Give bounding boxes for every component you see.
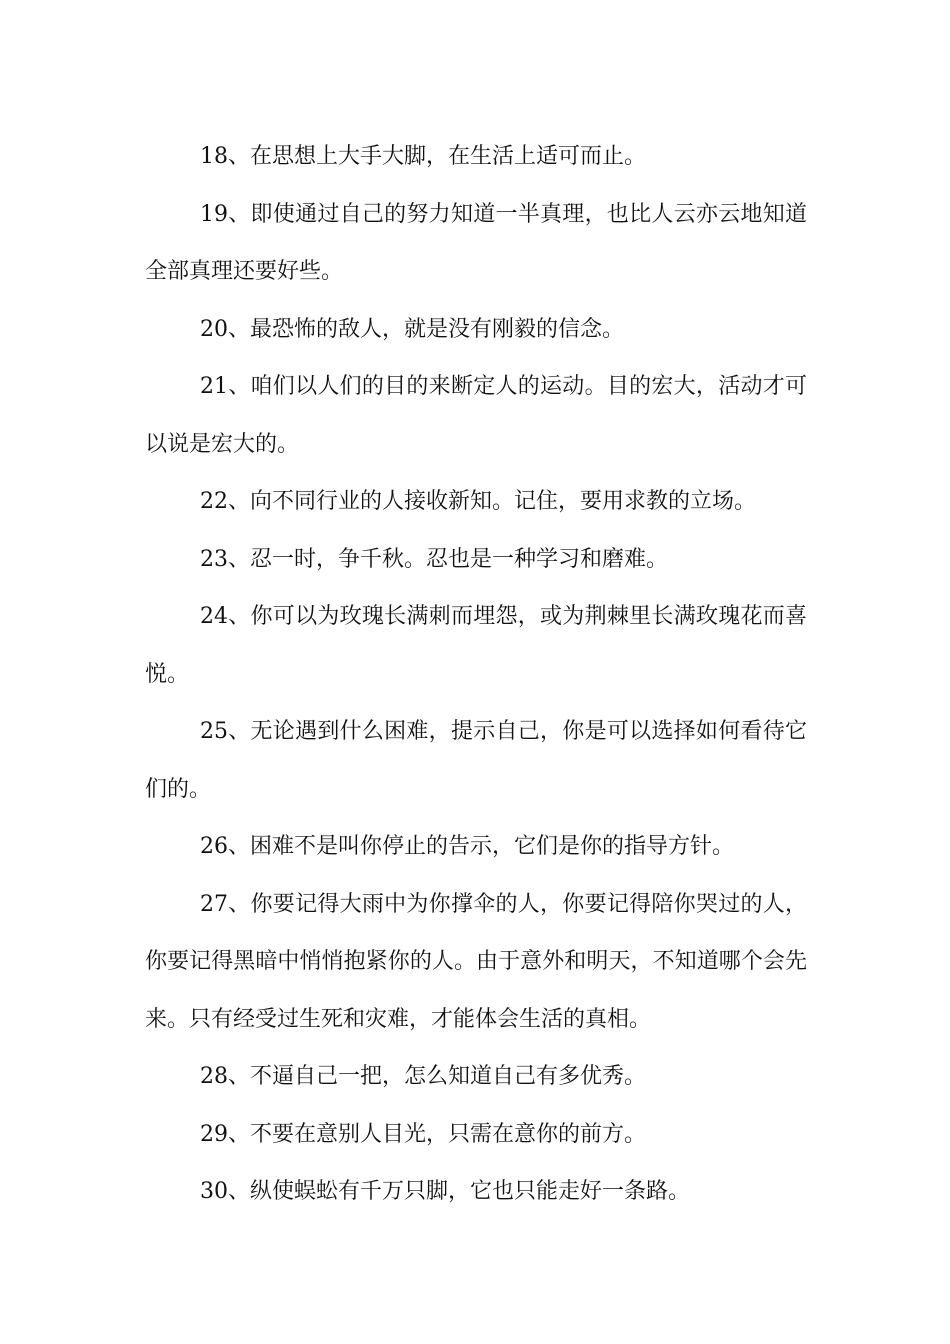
paragraph-25: 25、无论遇到什么困难，提示自己，你是可以选择如何看待它们的。 xyxy=(145,719,807,802)
paragraph-30: 30、纵使蜈蚣有千万只脚，它也只能走好一条路。 xyxy=(200,1179,690,1204)
paragraph-28: 28、不逼自己一把，怎么知道自己有多优秀。 xyxy=(200,1064,646,1089)
paragraph-22: 22、向不同行业的人接收新知。记住，要用求教的立场。 xyxy=(200,489,756,514)
paragraph-24: 24、你可以为玫瑰长满刺而埋怨，或为荆棘里长满玫瑰花而喜悦。 xyxy=(145,604,807,687)
paragraph-20: 20、最恐怖的敌人，就是没有刚毅的信念。 xyxy=(200,316,624,342)
paragraph-29: 29、不要在意别人目光，只需在意你的前方。 xyxy=(200,1121,646,1147)
paragraph-26: 26、困难不是叫你停止的告示，它们是你的指导方针。 xyxy=(200,834,734,859)
paragraph-19: 19、即使通过自己的努力知道一半真理，也比人云亦云地知道全部真理还要好些。 xyxy=(145,201,807,284)
paragraph-23: 23、忍一时，争千秋。忍也是一种学习和磨难。 xyxy=(200,546,668,572)
paragraph-18: 18、在思想上大手大脚，在生活上适可而止。 xyxy=(200,144,646,169)
document-body xyxy=(145,128,807,1221)
paragraph-27: 27、你要记得大雨中为你撑伞的人，你要记得陪你哭过的人，你要记得黑暗中悄悄抱紧你的人。由于意外和明天，不知道哪个会先来。只有经受过生死和灾难，才能体会生活的真相。 xyxy=(145,891,807,1032)
paragraph-21: 21、咱们以人们的目的来断定人的运动。目的宏大，活动才可以说是宏大的。 xyxy=(145,374,807,457)
